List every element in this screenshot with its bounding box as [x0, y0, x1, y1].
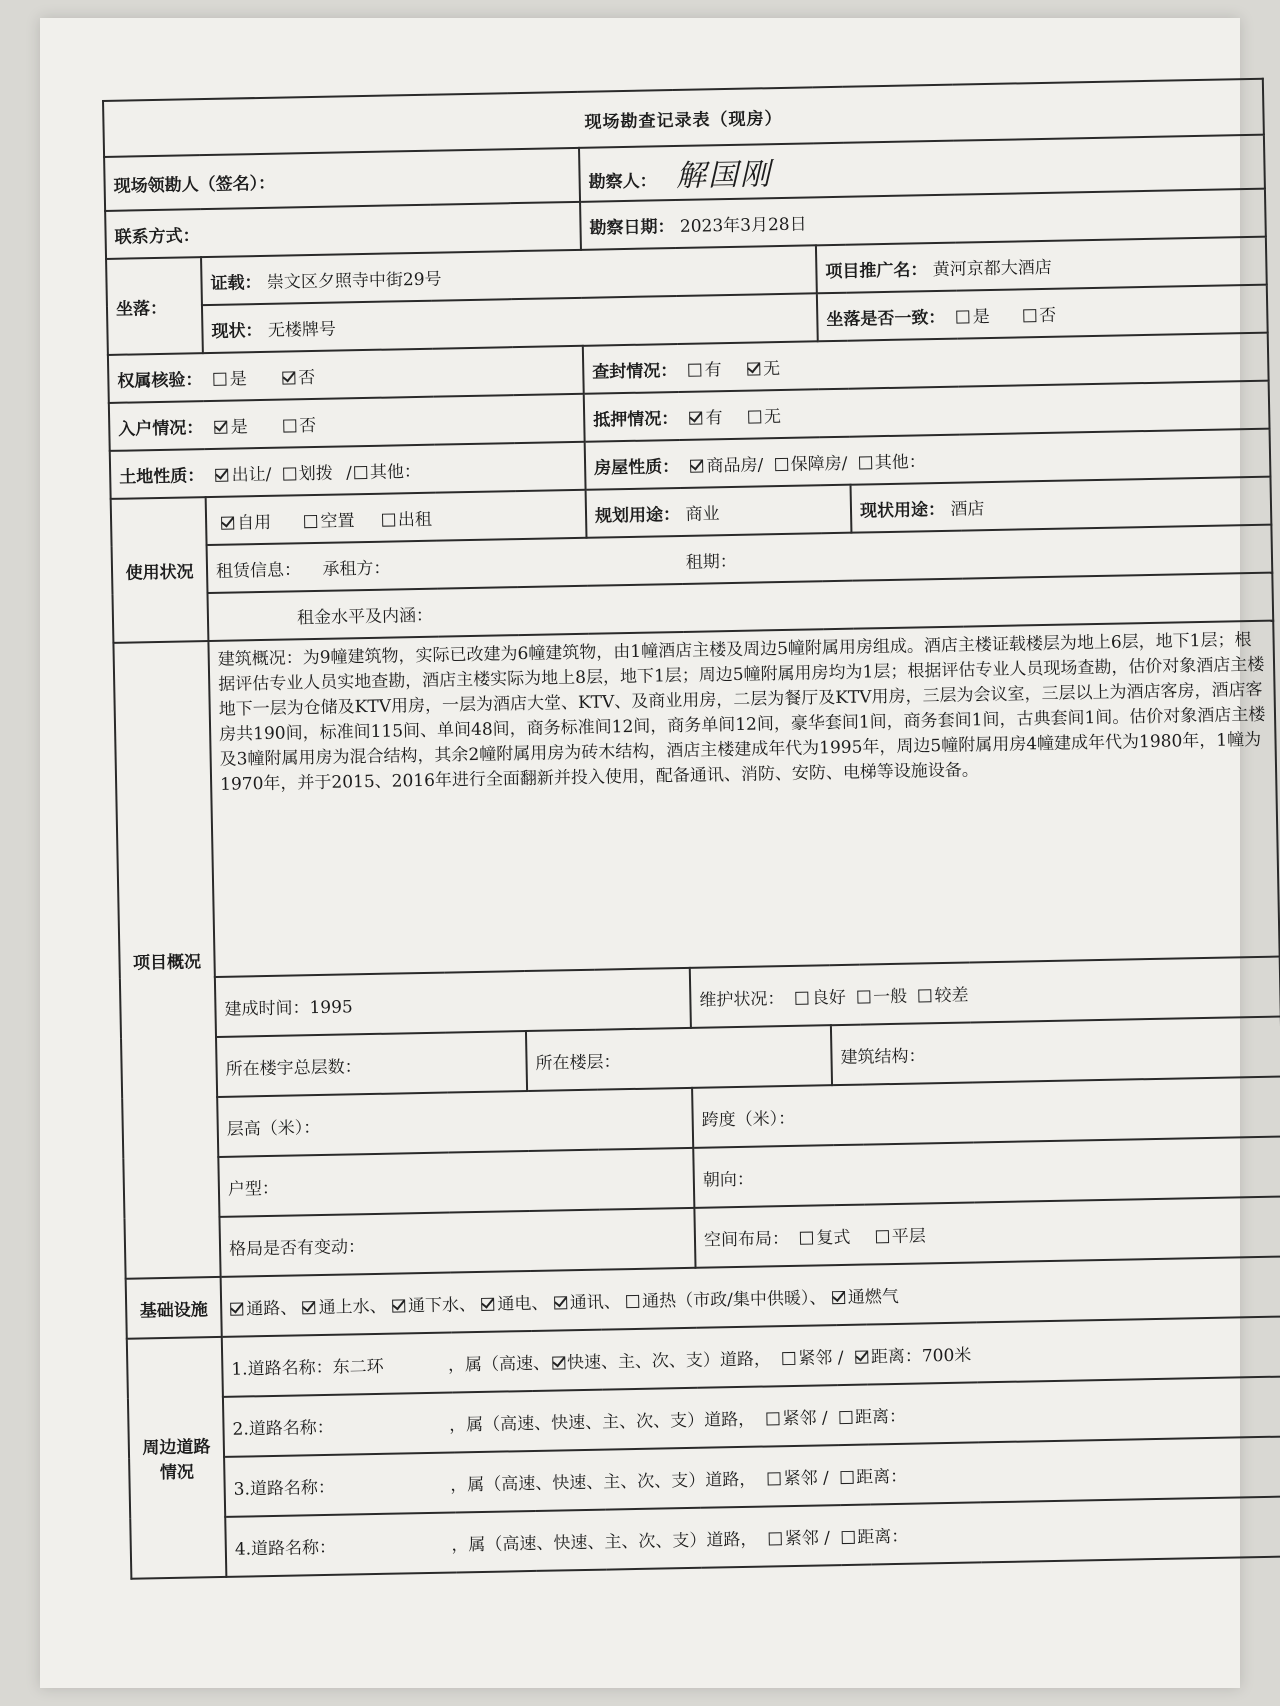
road-name[interactable]: [334, 1431, 424, 1433]
seal-none-checkbox[interactable]: [747, 362, 760, 375]
span-label: 跨度（米）：: [701, 1108, 796, 1131]
road-distance-value[interactable]: 700米: [921, 1345, 972, 1366]
mortgage-none-label: 无: [763, 406, 782, 427]
structure-cell[interactable]: [831, 1017, 1280, 1086]
cert-value: 崇文区夕照寺中街29号: [266, 269, 442, 293]
road-adjacent-checkbox[interactable]: [782, 1351, 795, 1364]
consistent-label: 坐落是否一致：: [826, 307, 946, 330]
infra-water-down-checkbox[interactable]: [392, 1299, 405, 1312]
space-duplex-checkbox[interactable]: [800, 1231, 813, 1244]
road-name[interactable]: 东二环: [332, 1356, 384, 1378]
height-cell[interactable]: [217, 1088, 693, 1157]
current-use-cell[interactable]: [851, 477, 1272, 533]
current-use-label: 现状用途：: [859, 499, 946, 522]
seal-have-checkbox[interactable]: [689, 363, 702, 376]
built-value: 1995: [309, 996, 353, 1018]
road-belong: ，属（高速、: [447, 1353, 551, 1376]
ownership-yes-checkbox[interactable]: [214, 372, 227, 385]
infra-power-checkbox[interactable]: [481, 1297, 494, 1310]
orientation-cell[interactable]: [693, 1137, 1280, 1208]
plan-use-label: 规划用途：: [594, 504, 681, 527]
seal-have-label: 有: [704, 359, 722, 380]
house-other-checkbox[interactable]: [859, 456, 872, 469]
ownership-yes-label: 是: [229, 368, 247, 390]
house-affordable-label: 保障房/: [790, 453, 848, 475]
promo-label: 项目推广名：: [825, 259, 928, 282]
consistent-yes-checkbox[interactable]: [957, 310, 970, 323]
infra-water-up-checkbox[interactable]: [302, 1301, 315, 1314]
maint-avg-label: 一般: [872, 986, 908, 1007]
term-label: 租期：: [685, 551, 737, 573]
location-label: 坐落：: [106, 257, 203, 355]
land-other-label: 其他：: [369, 461, 422, 483]
house-label: 房屋性质：: [593, 456, 680, 479]
road-adjacent-checkbox[interactable]: [769, 1532, 782, 1545]
land-transfer-checkbox[interactable]: [215, 468, 228, 481]
current-value: 无楼牌号: [267, 319, 337, 341]
road-adjacent: 紧邻 /: [798, 1347, 844, 1369]
road-distance-checkbox[interactable]: [841, 1530, 854, 1543]
infra-road-label: 通路、: [246, 1297, 298, 1319]
maintenance-cell: [690, 957, 1280, 1028]
maint-good-checkbox[interactable]: [796, 991, 809, 1004]
infra-road-checkbox[interactable]: [230, 1302, 243, 1315]
contact-label: 联系方式：: [114, 225, 200, 248]
roads-label: 周边道路情况: [127, 1337, 227, 1579]
floor-label: 所在楼层：: [535, 1051, 621, 1074]
road-name[interactable]: [335, 1491, 425, 1493]
road-belong: ，属（高速、: [448, 1413, 552, 1436]
infra-power-label: 通电、: [497, 1293, 549, 1315]
land-allocate-label: 划拨: [298, 463, 333, 484]
consistent-cell: [817, 285, 1268, 342]
layout-change-label: 格局是否有变动：: [228, 1236, 366, 1260]
mortgage-have-label: 有: [705, 407, 723, 428]
maint-avg-checkbox[interactable]: [857, 990, 870, 1003]
date-label: 勘察日期：: [589, 216, 675, 239]
land-sep: /: [345, 462, 353, 483]
entry-no-checkbox[interactable]: [283, 419, 296, 432]
road-belong: ，属（高速、: [450, 1473, 553, 1496]
leader-cell[interactable]: [104, 148, 580, 211]
road-adjacent-checkbox[interactable]: [768, 1472, 781, 1485]
built-label: 建成时间：: [224, 997, 310, 1020]
road-distance: 距离：: [870, 1345, 923, 1367]
current-label: 现状：: [211, 320, 263, 342]
total-floors-cell[interactable]: [216, 1031, 527, 1097]
rent-level-label: 租金水平及内涵：: [296, 605, 434, 628]
road-num: 1.道路名称：: [231, 1357, 333, 1380]
road-distance-checkbox[interactable]: [855, 1350, 868, 1363]
span-cell[interactable]: [692, 1077, 1280, 1148]
road-fast-checkbox[interactable]: [552, 1356, 565, 1369]
road-adjacent: 紧邻 /: [782, 1407, 828, 1429]
seal-none-label: 无: [762, 358, 781, 379]
promo-name-cell[interactable]: [816, 237, 1267, 294]
cert-label: 证载：: [210, 272, 262, 294]
usage-vacant-checkbox[interactable]: [304, 514, 317, 527]
ownership-no-label: 否: [297, 367, 316, 388]
maint-poor-checkbox[interactable]: [918, 989, 931, 1002]
mortgage-none-checkbox[interactable]: [748, 410, 761, 423]
infra-gas-label: 通燃气: [847, 1286, 899, 1308]
mortgage-have-checkbox[interactable]: [689, 411, 702, 424]
project-label: 项目概况: [113, 641, 220, 1279]
usage-label: 使用状况: [111, 497, 209, 643]
infra-water-down-label: 通下水、: [407, 1294, 477, 1316]
space-duplex-label: 复式: [816, 1227, 851, 1248]
maint-label: 维护状况：: [699, 988, 785, 1011]
road-distance: 距离：: [855, 1466, 908, 1488]
form-title: 现场勘查记录表（现房）: [103, 79, 1264, 157]
infra-label: 基础设施: [126, 1277, 222, 1339]
road-adjacent-checkbox[interactable]: [766, 1412, 779, 1425]
house-commercial-label: 商品房/: [706, 454, 764, 476]
road-distance-checkbox[interactable]: [840, 1470, 853, 1483]
infra-comm-checkbox[interactable]: [554, 1296, 567, 1309]
land-label: 土地性质：: [119, 465, 205, 488]
usage-status-cell: [206, 490, 587, 545]
lease-label: 租赁信息：: [215, 559, 302, 582]
built-time-cell[interactable]: [215, 968, 691, 1037]
usage-vacant-label: 空置: [320, 510, 355, 532]
entry-no-label: 否: [298, 415, 317, 436]
maint-poor-label: 较差: [934, 985, 969, 1006]
paper-sheet: [40, 18, 1266, 1688]
land-other-checkbox[interactable]: [354, 465, 367, 478]
consistent-no-checkbox[interactable]: [1023, 309, 1036, 322]
ownership-no-checkbox[interactable]: [282, 371, 295, 384]
infra-gas-checkbox[interactable]: [832, 1290, 845, 1303]
orientation-label: 朝向：: [702, 1169, 755, 1191]
road-fast: 快速、主、次、支）道路，: [552, 1469, 757, 1494]
project-description: 建筑概况：为9幢建筑物，实际已改建为6幢建筑物，由1幢酒店主楼及周边5幢附属用房组成。酒店主楼证载楼层为地上6层，地下1层；根据评估专业人员实地查勘，酒店主楼实际为地上8层，地下1层；周边5幢附属用房均为1层；根据评估专业人员现场查勘，估价对象酒店主楼地下一层为仓储及KTV用房，一层为酒店大堂、KTV、及商业用房，二层为餐厅及KTV用房，三层为会议室，三层以上为酒店客房，酒店客房共190间，标准间115间、单间48间，商务标准间12间，商务单间12间，豪华套间1间，商务套间1间，古典套间1间。估价对象酒店主楼及3幢附属用房为混合结构，其余2幢附属用房为砖木结构，酒店主楼建成年代为1995年，周边5幢附属用房4幢建成年代为1980年，1幢为1970年，并于2015、2016年进行全面翻新并投入使用，配备通讯、消防、安防、电梯等设施设备。: [208, 621, 1279, 977]
survey-form: [102, 78, 1280, 1580]
consistent-yes-label: 是: [972, 306, 990, 327]
road-num: 3.道路名称：: [233, 1477, 336, 1500]
leader-label: 现场领勘人（签名）：: [113, 173, 276, 197]
height-label: 层高（米）：: [226, 1117, 321, 1140]
road-adjacent: 紧邻 /: [784, 1527, 831, 1549]
structure-label: 建筑结构：: [840, 1045, 926, 1068]
road-fast: 快速、主、次、支）道路，: [566, 1348, 772, 1373]
infra-heat-label: 通热（市政/集中供暖）、: [642, 1287, 827, 1312]
usage-rent-checkbox[interactable]: [382, 513, 395, 526]
land-transfer-label: 出让/: [231, 464, 272, 486]
entry-yes-label: 是: [230, 416, 248, 438]
entry-label: 入户情况：: [118, 417, 204, 440]
survey-table: [102, 78, 1280, 1580]
road-name[interactable]: [336, 1551, 426, 1553]
plan-use-cell[interactable]: [586, 485, 852, 538]
usage-self-label: 自用: [236, 512, 272, 533]
ownership-label: 权属核验：: [117, 369, 203, 392]
space-flat-label: 平层: [891, 1225, 926, 1247]
layout-change-cell[interactable]: [219, 1208, 695, 1277]
infra-comm-label: 通讯、: [569, 1291, 621, 1313]
floor-cell[interactable]: [526, 1025, 832, 1091]
house-commercial-checkbox[interactable]: [690, 459, 703, 472]
entry-yes-checkbox[interactable]: [215, 420, 228, 433]
house-affordable-checkbox[interactable]: [775, 457, 788, 470]
road-belong: ，属（高速、: [451, 1533, 554, 1556]
road-distance: 距离：: [857, 1526, 909, 1548]
road-num: 4.道路名称：: [234, 1537, 337, 1560]
space-layout-cell: [694, 1197, 1280, 1268]
seal-label: 查封情况：: [592, 360, 678, 383]
total-floors-label: 所在楼宇总层数：: [225, 1056, 362, 1080]
mortgage-label: 抵押情况：: [593, 408, 679, 431]
space-flat-checkbox[interactable]: [876, 1230, 889, 1243]
road-distance: 距离：: [854, 1406, 907, 1428]
road-num: 2.道路名称：: [232, 1417, 334, 1440]
plan-use-value: 商业: [685, 503, 720, 525]
road-fast: 快速、主、次、支）道路，: [550, 1409, 756, 1434]
consistent-no-label: 否: [1038, 305, 1057, 326]
road-distance-checkbox[interactable]: [839, 1410, 852, 1423]
infra-water-up-label: 通上水、: [318, 1296, 387, 1318]
road-adjacent: 紧邻 /: [783, 1467, 829, 1489]
infra-heat-checkbox[interactable]: [626, 1294, 639, 1307]
maint-good-label: 良好: [811, 987, 846, 1009]
usage-rent-label: 出租: [397, 509, 433, 530]
current-use-value: 酒店: [950, 498, 985, 520]
surveyor-label: 勘察人：: [588, 171, 657, 193]
promo-value: 黄河京都大酒店: [932, 257, 1052, 280]
unit-type-label: 户型：: [227, 1178, 280, 1200]
road-fast: 快速、主、次、支）道路，: [553, 1529, 758, 1554]
land-allocate-checkbox[interactable]: [283, 467, 296, 480]
tenant-label: 承租方：: [322, 558, 391, 580]
space-label: 空间布局：: [703, 1228, 790, 1251]
unit-type-cell[interactable]: [218, 1148, 694, 1217]
date-value: 2023年3月28日: [679, 213, 807, 237]
usage-self-checkbox[interactable]: [221, 516, 234, 529]
house-other-label: 其他：: [874, 451, 926, 473]
surveyor-signature: 解国刚: [675, 157, 773, 194]
